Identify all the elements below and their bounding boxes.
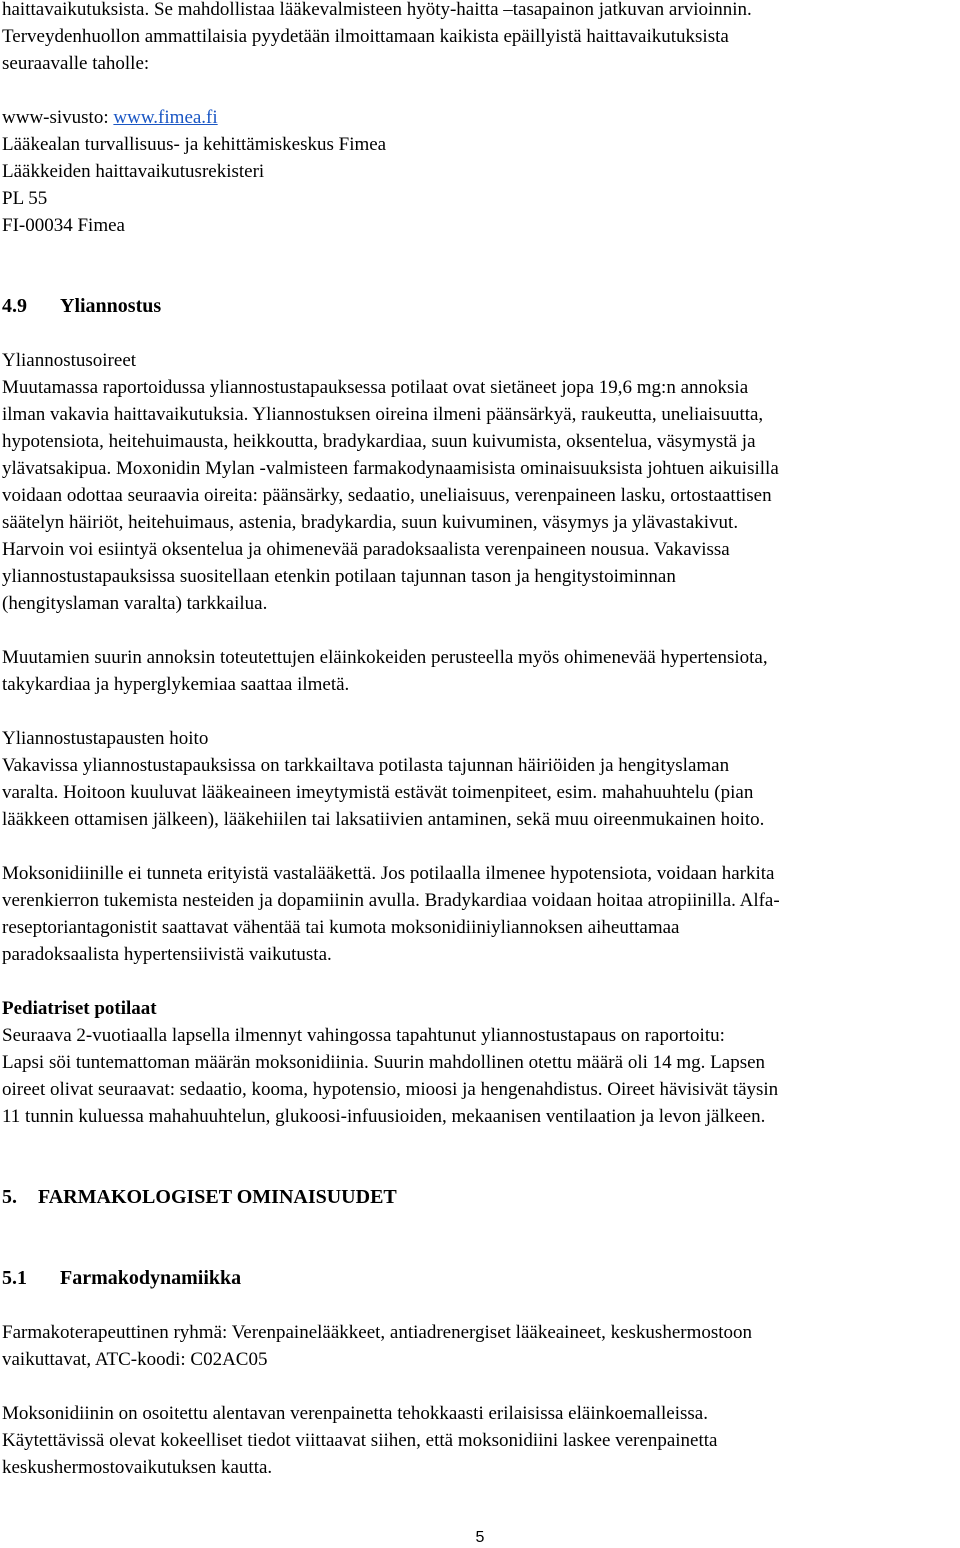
text-line: ilman vakavia haittavaikutuksia. Yliannostuksen oireina ilmeni päänsärkyä, raukeutta, uneliaisuutta, <box>2 404 764 425</box>
section-heading-4-9 <box>0 293 960 320</box>
intro-paragraph <box>0 0 960 77</box>
website-line <box>0 104 960 131</box>
symptoms-paragraph <box>0 347 960 617</box>
text-line: Harvoin voi esiintyä oksentelua ja ohimenevää paradoksaalista verenpaineen nousua. Vakavissa <box>2 539 730 560</box>
text-line: Vakavissa yliannostustapauksissa on tarkkailtava potilasta tajunnan häiriöiden ja hengityslaman <box>2 755 730 776</box>
pediatric-paragraph <box>0 995 960 1130</box>
text-line: hypotensiota, heitehuimausta, heikkoutta, bradykardiaa, suun kuivumista, oksentelua, väsymystä ja <box>2 431 756 452</box>
treatment-paragraph <box>0 725 960 833</box>
contact-postal: FI-00034 Fimea <box>2 215 125 236</box>
text-line: keskushermostovaikutuksen kautta. <box>2 1457 273 1478</box>
section-title: Farmakodynamiikka <box>60 1267 242 1289</box>
text-line: Farmakoterapeuttinen ryhmä: Verenpainelääkkeet, antiadrenergiset lääkeaineet, keskushermostoon <box>2 1322 753 1343</box>
text-line: vaikuttavat, ATC-koodi: C02AC05 <box>2 1349 268 1370</box>
text-line: oireet olivat seuraavat: sedaatio, kooma, hypotensio, mioosi ja hengenahdistus. Oireet hävisivät täysin <box>2 1079 779 1100</box>
section-number: 4.9 <box>2 295 27 317</box>
subheading-pediatric: Pediatriset potilaat <box>2 998 157 1019</box>
text-line: reseptoriantagonistit saattavat vähentää tai kumota moksonidiiniyliannoksen aiheuttamaa <box>2 917 680 938</box>
text-line: seuraavalle taholle: <box>2 53 150 74</box>
contact-block <box>0 104 960 239</box>
fimea-link[interactable]: www.fimea.fi <box>113 107 218 128</box>
section-title: FARMAKOLOGISET OMINAISUUDET <box>38 1186 397 1208</box>
text-line: Lapsi söi tuntemattoman määrän moksonidiinia. Suurin mahdollinen otettu määrä oli 14 mg. Lapsen <box>2 1052 766 1073</box>
text-line: voidaan odottaa seuraavia oireita: päänsärky, sedaatio, uneliaisuus, verenpaineen lasku, ortostaattisen <box>2 485 772 506</box>
section-number: 5.1 <box>2 1267 27 1289</box>
website-label: www-sivusto: <box>2 107 114 128</box>
text-line: takykardiaa ja hyperglykemiaa saattaa ilmetä. <box>2 674 350 695</box>
text-line: verenkierron tukemista nesteiden ja dopamiinin avulla. Bradykardiaa voidaan hoitaa atropiinilla. Alfa- <box>2 890 780 911</box>
antidote-paragraph <box>0 860 960 968</box>
text-line: Terveydenhuollon ammattilaisia pyydetään ilmoittamaan kaikista epäillyistä haittavaikutuksista <box>2 26 729 47</box>
section-number: 5. <box>2 1186 17 1208</box>
text-line: yliannostustapauksissa suositellaan etenkin potilaan tajunnan tason ja hengitystoiminnan <box>2 566 676 587</box>
text-line: Muutamassa raportoidussa yliannostustapauksessa potilaat ovat sietäneet jopa 19,6 mg:n annoksia <box>2 377 749 398</box>
text-line: paradoksaalista hypertensiivistä vaikutusta. <box>2 944 332 965</box>
effect-paragraph <box>0 1400 960 1481</box>
text-line: Seuraava 2-vuotiaalla lapsella ilmennyt vahingossa tapahtunut yliannostustapaus on raportoitu: <box>2 1025 725 1046</box>
subheading-treatment: Yliannostustapausten hoito <box>2 728 209 749</box>
text-line: haittavaikutuksista. Se mahdollistaa lääkevalmisteen hyöty-haitta –tasapainon jatkuvan arvioinnin. <box>2 0 752 20</box>
text-line: Moksonidiinin on osoitettu alentavan verenpainetta tehokkaasti erilaisissa eläinkoemalleissa. <box>2 1403 708 1424</box>
contact-registry: Lääkkeiden haittavaikutusrekisteri <box>2 161 265 182</box>
text-line: lääkkeen ottamisen jälkeen), lääkehiilen tai laksatiivien antaminen, sekä muu oireenmukainen hoito. <box>2 809 765 830</box>
text-line: varalta. Hoitoon kuuluvat lääkeaineen imeytymistä estävät toimenpiteet, esim. mahahuuhtelu (pian <box>2 782 754 803</box>
contact-org: Lääkealan turvallisuus- ja kehittämiskeskus Fimea <box>2 134 387 155</box>
pharmacotherapeutic-group-paragraph <box>0 1319 960 1373</box>
text-line: (hengityslaman varalta) tarkkailua. <box>2 593 268 614</box>
section-heading-5 <box>0 1184 960 1211</box>
text-line: säätelyn häiriöt, heitehuimaus, astenia, bradykardia, suun kuivuminen, väsymys ja ylävastakivut. <box>2 512 739 533</box>
text-line: Moksonidiinille ei tunneta erityistä vastalääkettä. Jos potilaalla ilmenee hypotensiota, voidaan harkita <box>2 863 775 884</box>
text-line: ylävatsakipua. Moxonidin Mylan -valmisteen farmakodynaamisista ominaisuuksista johtuen aikuisilla <box>2 458 779 479</box>
page-number: 5 <box>475 1529 485 1546</box>
text-line: 11 tunnin kuluessa mahahuuhtelun, glukoosi-infuusioiden, mekaanisen ventilaation ja levon jälkeen. <box>2 1106 766 1127</box>
text-line: Muutamien suurin annoksin toteutettujen eläinkokeiden perusteella myös ohimenevää hypertensiota, <box>2 647 768 668</box>
subheading-symptoms: Yliannostusoireet <box>2 350 137 371</box>
section-heading-5-1 <box>0 1265 960 1292</box>
contact-po-box: PL 55 <box>2 188 48 209</box>
section-title: Yliannostus <box>60 295 162 317</box>
text-line: Käytettävissä olevat kokeelliset tiedot viittaavat siihen, että moksonidiini laskee verenpainetta <box>2 1430 718 1451</box>
animal-paragraph <box>0 644 960 698</box>
